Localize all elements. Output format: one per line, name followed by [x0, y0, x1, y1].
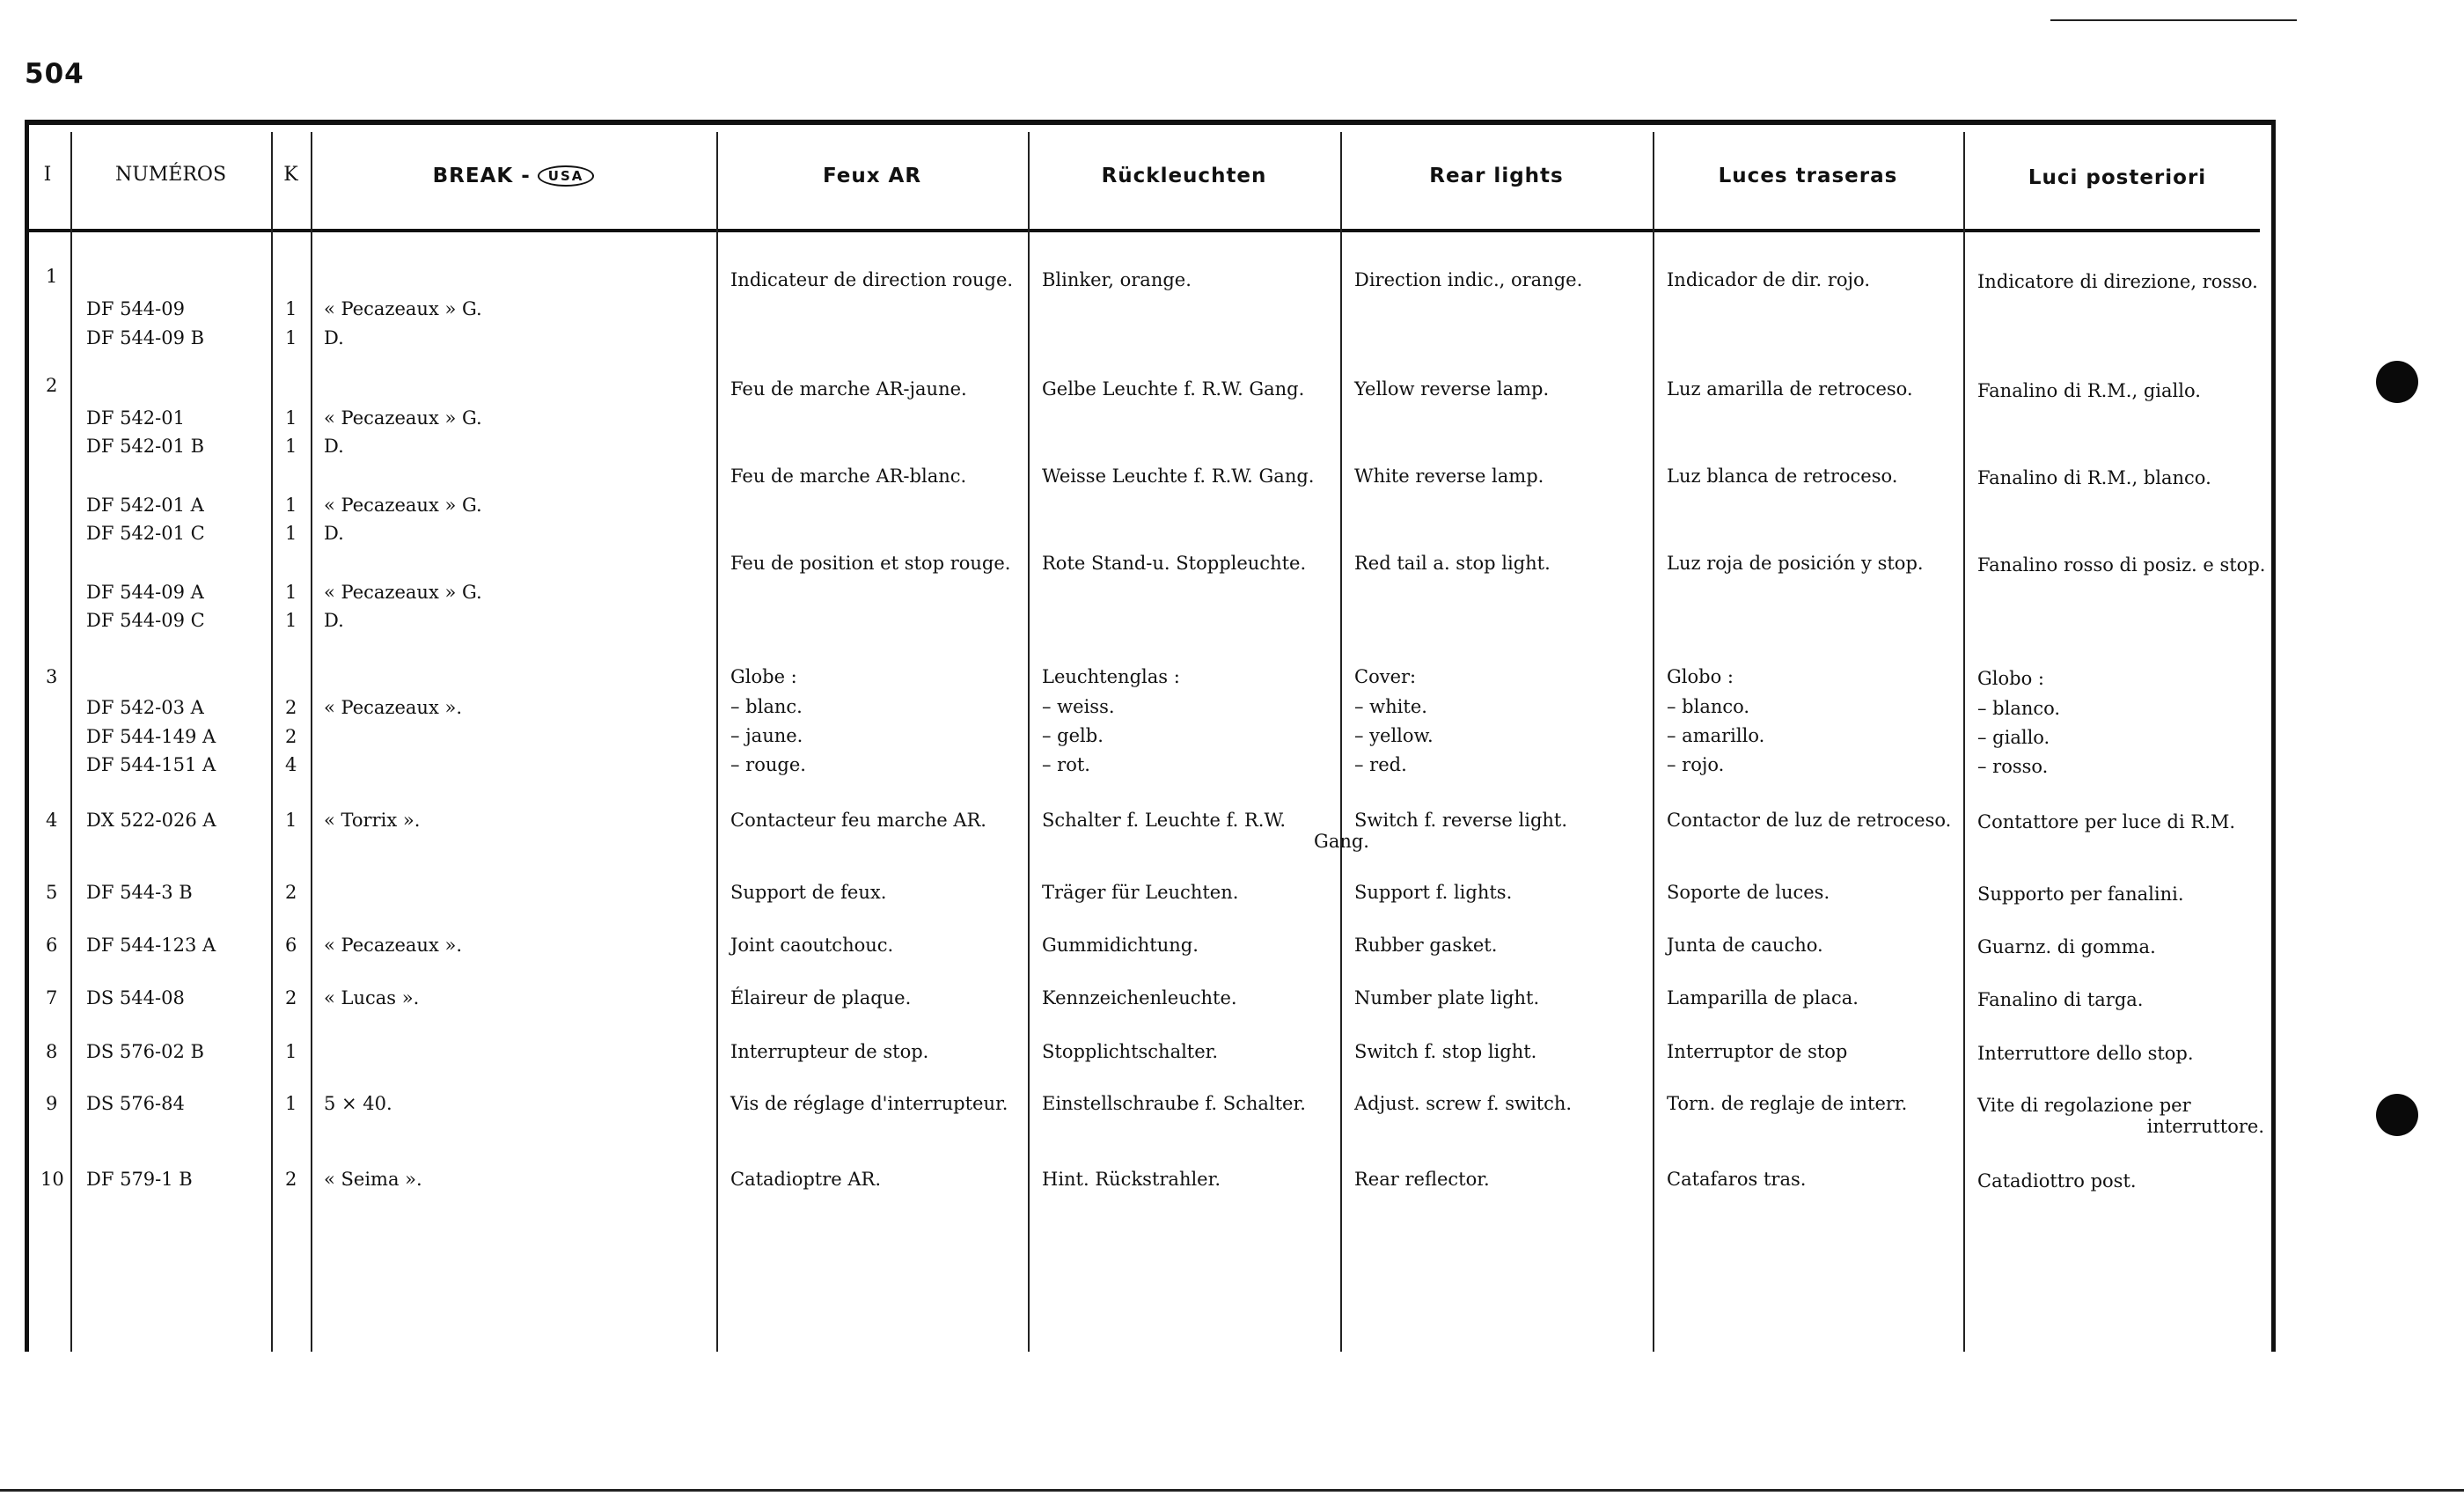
- part-qty: 1: [285, 407, 297, 429]
- header-model: [311, 132, 716, 220]
- part-note: D.: [324, 523, 344, 544]
- index-label: 8: [46, 1041, 58, 1062]
- part-number: DF 544-09: [86, 298, 185, 319]
- desc-italian: Fanalino di R.M., giallo.: [1977, 380, 2201, 401]
- part-number: DF 544-3 B: [86, 882, 193, 903]
- desc-german: – gelb.: [1042, 725, 1104, 746]
- part-number: DF 544-151 A: [86, 754, 216, 775]
- desc-spanish: Luz blanca de retroceso.: [1667, 466, 1898, 487]
- part-note: D.: [324, 436, 344, 457]
- header-french: Feux AR: [822, 165, 922, 187]
- punch-hole-lower: [2376, 1094, 2418, 1136]
- desc-spanish: Soporte de luces.: [1667, 882, 1830, 903]
- col-divider-3: [311, 132, 312, 1352]
- desc-spanish: Torn. de reglaje de interr.: [1667, 1093, 1908, 1114]
- desc-german: – rot.: [1042, 754, 1090, 775]
- part-number: DF 544-09 C: [86, 610, 205, 631]
- bottom-edge-rule: [0, 1489, 2464, 1492]
- table-top-border: [25, 120, 2276, 125]
- part-qty: 2: [285, 697, 297, 718]
- desc-german-continued: Gang.: [1314, 831, 1369, 852]
- part-qty: 2: [285, 882, 297, 903]
- desc-french: Interrupteur de stop.: [730, 1041, 929, 1062]
- desc-french: Feu de marche AR-blanc.: [730, 466, 967, 487]
- header-numbers: NUMÉROS: [114, 163, 227, 186]
- table-right-border: [2271, 120, 2276, 1352]
- desc-german: Rote Stand-u. Stoppleuchte.: [1042, 553, 1307, 574]
- desc-french: Joint caoutchouc.: [730, 935, 894, 956]
- desc-spanish: Globo :: [1667, 666, 1734, 687]
- desc-italian: – blanco.: [1977, 698, 2061, 719]
- desc-italian: Globo :: [1977, 668, 2044, 689]
- part-number: DF 544-09 B: [86, 327, 205, 348]
- part-qty: 1: [285, 327, 297, 348]
- part-number: DF 542-01: [86, 407, 185, 429]
- table-left-border: [25, 120, 29, 1352]
- parts-table: [25, 120, 2276, 1352]
- col-divider-1: [70, 132, 72, 1352]
- header-model-label: BREAK -: [432, 165, 531, 187]
- index-label: 7: [46, 987, 58, 1008]
- part-number: DX 522-026 A: [86, 810, 216, 831]
- desc-spanish: – blanco.: [1667, 696, 1750, 717]
- part-number: DF 542-03 A: [86, 697, 204, 718]
- desc-french: – rouge.: [730, 754, 806, 775]
- index-label: 1: [46, 266, 58, 287]
- part-note: « Torrix ».: [324, 810, 421, 831]
- desc-english: – red.: [1354, 754, 1407, 775]
- desc-italian: Catadiottro post.: [1977, 1170, 2137, 1192]
- desc-english: Switch f. stop light.: [1354, 1041, 1537, 1062]
- desc-german: Schalter f. Leuchte f. R.W.: [1042, 810, 1287, 831]
- desc-german: Hint. Rückstrahler.: [1042, 1169, 1221, 1190]
- col-divider-7: [1653, 132, 1654, 1352]
- desc-english: Red tail a. stop light.: [1354, 553, 1551, 574]
- desc-english: Rubber gasket.: [1354, 935, 1498, 956]
- desc-german: Leuchtenglas :: [1042, 666, 1180, 687]
- desc-english: Direction indic., orange.: [1354, 269, 1583, 290]
- desc-german: Einstellschraube f. Schalter.: [1042, 1093, 1306, 1114]
- desc-italian: – giallo.: [1977, 727, 2050, 748]
- desc-spanish: Indicador de dir. rojo.: [1667, 269, 1870, 290]
- desc-italian: Fanalino di targa.: [1977, 989, 2144, 1010]
- header-bottom-border: [25, 229, 2260, 232]
- part-qty: 2: [285, 987, 297, 1008]
- desc-german: Stopplichtschalter.: [1042, 1041, 1219, 1062]
- desc-english: White reverse lamp.: [1354, 466, 1544, 487]
- part-number: DF 579-1 B: [86, 1169, 193, 1190]
- desc-spanish: – rojo.: [1667, 754, 1725, 775]
- desc-english: Number plate light.: [1354, 987, 1540, 1008]
- part-qty: 1: [285, 436, 297, 457]
- header-italian: Luci posteriori: [2028, 166, 2207, 189]
- part-number: DF 544-123 A: [86, 935, 216, 956]
- desc-english: – yellow.: [1354, 725, 1434, 746]
- desc-german: Träger für Leuchten.: [1042, 882, 1239, 903]
- part-qty: 4: [285, 754, 297, 775]
- desc-german: Gelbe Leuchte f. R.W. Gang.: [1042, 378, 1305, 400]
- desc-italian: Supporto per fanalini.: [1977, 884, 2184, 905]
- part-note: « Lucas ».: [324, 987, 420, 1008]
- part-qty: 6: [285, 935, 297, 956]
- part-note: « Pecazeaux » G.: [324, 407, 482, 429]
- desc-italian: Interruttore dello stop.: [1977, 1043, 2194, 1064]
- part-note: « Seima ».: [324, 1169, 422, 1190]
- desc-spanish: Luz amarilla de retroceso.: [1667, 378, 1913, 400]
- index-label: 10: [40, 1169, 64, 1190]
- part-note: « Pecazeaux ».: [324, 697, 462, 718]
- desc-italian-continued: interruttore.: [2146, 1116, 2264, 1137]
- desc-french: – blanc.: [730, 696, 803, 717]
- top-edge-rule: [2050, 19, 2297, 21]
- col-divider-2: [271, 132, 273, 1352]
- desc-french: Élaireur de plaque.: [730, 987, 912, 1008]
- part-qty: 2: [285, 726, 297, 747]
- page-number: 504: [25, 58, 84, 90]
- col-divider-6: [1340, 132, 1342, 1352]
- part-qty: 1: [285, 810, 297, 831]
- part-note: « Pecazeaux » G.: [324, 495, 482, 516]
- part-number: DF 544-149 A: [86, 726, 216, 747]
- desc-english: Rear reflector.: [1354, 1169, 1490, 1190]
- part-qty: 1: [285, 1093, 297, 1114]
- part-qty: 1: [285, 523, 297, 544]
- desc-english: Adjust. screw f. switch.: [1354, 1093, 1573, 1114]
- desc-french: – jaune.: [730, 725, 803, 746]
- col-divider-4: [716, 132, 718, 1352]
- part-qty: 1: [285, 298, 297, 319]
- desc-french: Catadioptre AR.: [730, 1169, 882, 1190]
- desc-german: – weiss.: [1042, 696, 1115, 717]
- desc-german: Blinker, orange.: [1042, 269, 1192, 290]
- usa-badge: USA: [538, 165, 595, 187]
- header-qty: K: [283, 163, 298, 186]
- part-note: « Pecazeaux ».: [324, 935, 462, 956]
- desc-english: Cover:: [1354, 666, 1417, 687]
- part-note: « Pecazeaux » G.: [324, 582, 482, 603]
- header-spanish: Luces traseras: [1718, 165, 1898, 187]
- desc-spanish: Interruptor de stop: [1667, 1041, 1848, 1062]
- desc-english: Yellow reverse lamp.: [1354, 378, 1550, 400]
- index-label: 4: [46, 810, 58, 831]
- part-qty: 1: [285, 610, 297, 631]
- desc-italian: Fanalino di R.M., blanco.: [1977, 467, 2211, 488]
- index-label: 5: [46, 882, 58, 903]
- col-divider-8: [1963, 132, 1965, 1352]
- desc-french: Globe :: [730, 666, 797, 687]
- desc-italian: – rosso.: [1977, 756, 2049, 777]
- desc-german: Kennzeichenleuchte.: [1042, 987, 1237, 1008]
- desc-french: Indicateur de direction rouge.: [730, 269, 1014, 290]
- desc-spanish: Luz roja de posición y stop.: [1667, 553, 1924, 574]
- index-label: 9: [46, 1093, 58, 1114]
- desc-german: Weisse Leuchte f. R.W. Gang.: [1042, 466, 1315, 487]
- col-divider-5: [1028, 132, 1030, 1352]
- part-qty: 1: [285, 1041, 297, 1062]
- header-index: I: [43, 163, 52, 186]
- desc-german: Gummidichtung.: [1042, 935, 1199, 956]
- desc-french: Support de feux.: [730, 882, 887, 903]
- desc-spanish: Contactor de luz de retroceso.: [1667, 810, 1952, 831]
- part-note: 5 × 40.: [324, 1093, 392, 1114]
- desc-italian: Indicatore di direzione, rosso.: [1977, 271, 2258, 292]
- desc-italian: Guarnz. di gomma.: [1977, 936, 2156, 957]
- part-number: DS 576-02 B: [86, 1041, 204, 1062]
- part-number: DS 544-08: [86, 987, 185, 1008]
- desc-french: Feu de position et stop rouge.: [730, 553, 1011, 574]
- header-english: Rear lights: [1429, 165, 1564, 187]
- index-label: 6: [46, 935, 58, 956]
- part-qty: 2: [285, 1169, 297, 1190]
- desc-spanish: Junta de caucho.: [1667, 935, 1823, 956]
- part-note: « Pecazeaux » G.: [324, 298, 482, 319]
- desc-spanish: Catafaros tras.: [1667, 1169, 1807, 1190]
- desc-french: Feu de marche AR-jaune.: [730, 378, 967, 400]
- index-label: 2: [46, 375, 58, 396]
- index-label: 3: [46, 666, 58, 687]
- desc-italian: Fanalino rosso di posiz. e stop.: [1977, 554, 2266, 576]
- part-number: DF 542-01 C: [86, 523, 205, 544]
- part-number: DF 544-09 A: [86, 582, 204, 603]
- desc-italian: Vite di regolazione per: [1977, 1095, 2191, 1116]
- punch-hole-upper: [2376, 361, 2418, 403]
- part-qty: 1: [285, 495, 297, 516]
- part-number: DS 576-84: [86, 1093, 185, 1114]
- part-number: DF 542-01 B: [86, 436, 205, 457]
- header-german: Rückleuchten: [1101, 165, 1267, 187]
- part-note: D.: [324, 327, 344, 348]
- desc-english: – white.: [1354, 696, 1427, 717]
- part-number: DF 542-01 A: [86, 495, 204, 516]
- desc-french: Contacteur feu marche AR.: [730, 810, 986, 831]
- desc-spanish: Lamparilla de placa.: [1667, 987, 1859, 1008]
- part-qty: 1: [285, 582, 297, 603]
- desc-italian: Contattore per luce di R.M.: [1977, 811, 2236, 832]
- desc-english: Switch f. reverse light.: [1354, 810, 1568, 831]
- desc-english: Support f. lights.: [1354, 882, 1513, 903]
- desc-french: Vis de réglage d'interrupteur.: [730, 1093, 1008, 1114]
- desc-spanish: – amarillo.: [1667, 725, 1765, 746]
- part-note: D.: [324, 610, 344, 631]
